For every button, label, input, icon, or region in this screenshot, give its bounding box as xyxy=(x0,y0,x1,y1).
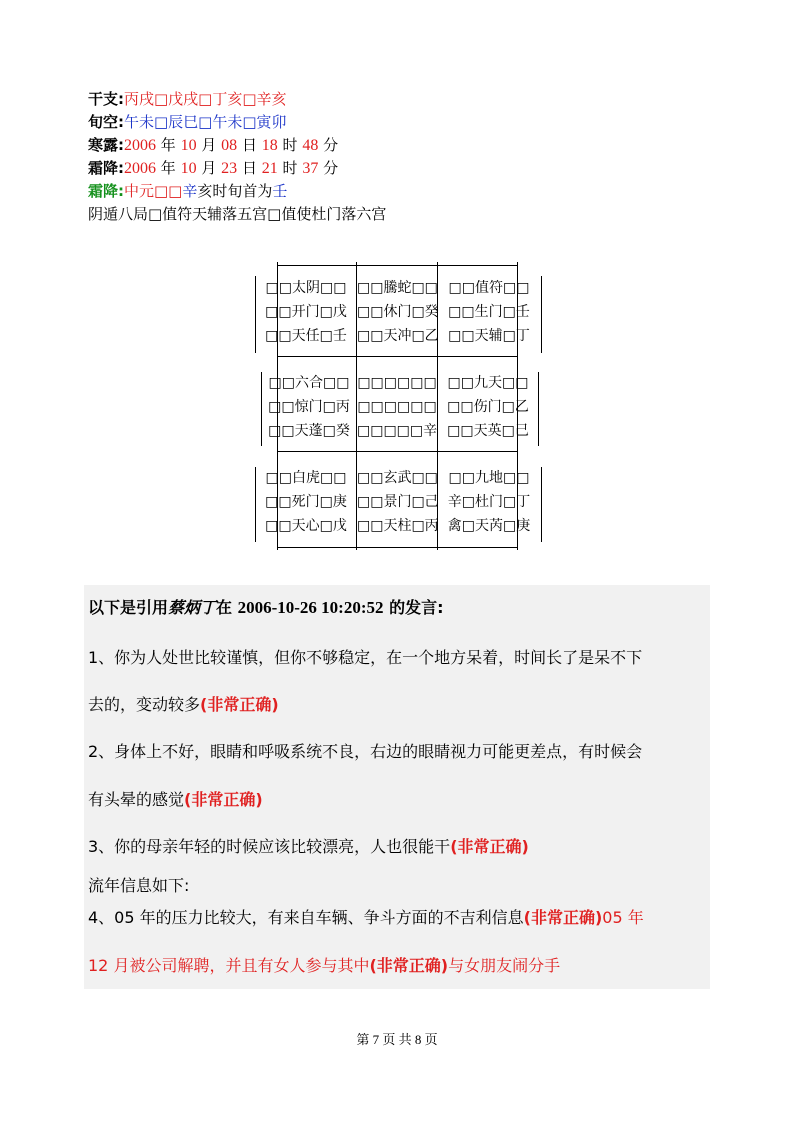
yuan-line xyxy=(88,180,287,202)
quote-p4-red-c: 与女朋友闹分手 xyxy=(448,956,561,975)
xunkong-line xyxy=(88,111,287,133)
yuan-shixun: 时旬首为 xyxy=(212,182,273,200)
hanlu-year-unit: 年 xyxy=(160,136,176,154)
quote-liunian: 流年信息如下: xyxy=(88,876,190,895)
chart-bar-right-2 xyxy=(538,372,539,446)
chart-bar-left-3 xyxy=(255,467,256,542)
chart-rule-1 xyxy=(277,356,517,357)
quote-p4-text: 4、05 年的压力比较大，有来自车辆、争斗方面的不吉利信息 xyxy=(88,908,524,927)
yuan-hai: 亥 xyxy=(197,182,213,200)
palace-1-door: □□开门□戊 xyxy=(265,304,347,320)
quote-head-c: 的发言: xyxy=(383,598,444,617)
page-footer: 第 7 页 共 8 页 xyxy=(356,1032,438,1047)
ganzhi-label: 干支: xyxy=(88,90,124,108)
shuangjiang-line xyxy=(88,157,338,180)
shuangjiang-month-unit: 月 xyxy=(201,159,217,177)
quote-head-a: 以下是引用 xyxy=(88,598,169,617)
quote-p4-line1 xyxy=(88,905,644,928)
palace-5-star: □□□□□辛 xyxy=(357,423,438,439)
palace-1-god: □□太阴□□ xyxy=(265,280,347,296)
shuangjiang-label: 霜降: xyxy=(88,159,124,177)
palace-9-star: 禽□天芮□庚 xyxy=(447,518,531,534)
shuangjiang-hour-unit: 时 xyxy=(282,159,298,177)
hanlu-hour-unit: 时 xyxy=(282,136,298,154)
shuangjiang-day: 23 xyxy=(221,160,238,177)
palace-2-god: □□騰蛇□□ xyxy=(357,280,438,296)
quote-p4-red-b: 12 月被公司解聘，并且有女人参与其中 xyxy=(88,956,370,975)
ganzhi-line xyxy=(88,88,287,110)
quote-p4-red-a: 05 年 xyxy=(602,908,644,927)
xunkong-label: 旬空: xyxy=(88,113,124,131)
palace-9-door: 辛□杜门□丁 xyxy=(447,494,531,510)
hanlu-minute: 48 xyxy=(302,137,319,154)
palace-6-star: □□天英□己 xyxy=(447,423,529,439)
shuangjiang-day-unit: 日 xyxy=(241,159,257,177)
shuangjiang-year-unit: 年 xyxy=(160,159,176,177)
palace-2-door: □□休门□癸 xyxy=(357,304,439,320)
shuangjiang-minute-unit: 分 xyxy=(323,159,339,177)
quote-p2-line1: 2、身体上不好，眼睛和呼吸系统不良，右边的眼睛视力可能更差点，有时候会 xyxy=(88,742,643,761)
palace-3-star: □□天辅□丁 xyxy=(448,328,530,344)
yuan-zhongyuan: 中元□□ xyxy=(124,182,183,200)
quote-p2-verdict: (非常正确) xyxy=(184,790,263,809)
palace-7-god: □□白虎□□ xyxy=(265,470,347,486)
shuangjiang-year: 2006 xyxy=(124,160,156,177)
shuangjiang-month: 10 xyxy=(180,160,197,177)
shuangjiang-minute: 37 xyxy=(302,160,319,177)
ju-line: 阴遁八局□值符天辅落五宫□值使杜门落六宫 xyxy=(88,205,387,223)
chart-rule-bottom xyxy=(277,547,517,548)
quote-author[interactable]: 蔡炳丁 xyxy=(168,598,217,617)
ganzhi-value: 丙戌□戊戌□丁亥□辛亥 xyxy=(124,90,287,108)
palace-3-god: □□值符□□ xyxy=(448,280,530,296)
palace-7-star: □□天心□戊 xyxy=(265,518,347,534)
palace-8-door: □□景门□己 xyxy=(357,494,439,510)
palace-6-door: □□伤门□乙 xyxy=(447,399,529,415)
quote-p3-line xyxy=(88,834,529,857)
palace-8-god: □□玄武□□ xyxy=(357,470,438,486)
quote-p2-line2 xyxy=(88,787,263,810)
hanlu-day: 08 xyxy=(221,137,238,154)
palace-2-star: □□天冲□乙 xyxy=(357,328,439,344)
hanlu-year: 2006 xyxy=(124,137,156,154)
quote-p3-text: 3、你的母亲年轻的时候应该比较漂亮，人也很能干 xyxy=(88,837,451,856)
quote-p4-verdict-1: (非常正确) xyxy=(523,908,603,927)
palace-1-star: □□天任□壬 xyxy=(265,328,347,344)
quote-p4-line2 xyxy=(88,953,560,976)
palace-4-god: □□六合□□ xyxy=(268,375,350,391)
hanlu-minute-unit: 分 xyxy=(323,136,339,154)
quote-p2-text: 有头晕的感觉 xyxy=(88,790,185,809)
quote-p4-verdict-2: (非常正确) xyxy=(369,956,449,975)
shuangjiang-hour: 21 xyxy=(261,160,278,177)
chart-bar-right-3 xyxy=(541,467,542,542)
chart-bar-right xyxy=(541,276,542,353)
hanlu-day-unit: 日 xyxy=(241,136,257,154)
palace-7-door: □□死门□庚 xyxy=(265,494,347,510)
palace-8-star: □□天柱□丙 xyxy=(357,518,439,534)
palace-3-door: □□生门□壬 xyxy=(448,304,530,320)
hanlu-month-unit: 月 xyxy=(201,136,217,154)
quote-p1-line1: 1、你为人处世比较谨慎，但你不够稳定，在一个地方呆着，时间长了是呆不下 xyxy=(88,648,643,667)
yuan-ren: 壬 xyxy=(272,182,288,200)
chart-rule-top xyxy=(277,265,517,266)
xunkong-value: 午未□辰巳□午未□寅卯 xyxy=(124,113,287,131)
quote-p3-verdict: (非常正确) xyxy=(450,837,529,856)
hanlu-month: 10 xyxy=(180,137,197,154)
palace-4-star: □□天蓬□癸 xyxy=(268,423,350,439)
palace-6-god: □□九天□□ xyxy=(447,375,529,391)
quote-p1-text: 去的，变动较多 xyxy=(88,695,201,714)
hanlu-hour: 18 xyxy=(261,137,278,154)
quote-datetime: 2006-10-26 10:20:52 xyxy=(237,598,384,617)
quote-head-b: 在 xyxy=(216,598,238,617)
quote-box xyxy=(84,585,710,989)
hanlu-line xyxy=(88,134,338,157)
palace-5-god: □□□□□□ xyxy=(357,375,437,391)
chart-rule-2 xyxy=(277,451,517,452)
quote-p1-verdict: (非常正确) xyxy=(200,695,279,714)
palace-4-door: □□惊门□丙 xyxy=(268,399,350,415)
chart-bar-left xyxy=(255,276,256,353)
palace-5-door: □□□□□□ xyxy=(357,399,437,415)
quote-heading xyxy=(88,595,444,618)
yuan-xin: 辛 xyxy=(182,182,198,200)
hanlu-label: 寒露: xyxy=(88,136,124,154)
palace-9-god: □□九地□□ xyxy=(448,470,530,486)
yuan-label: 霜降: xyxy=(88,182,124,200)
quote-p1-line2 xyxy=(88,692,279,715)
